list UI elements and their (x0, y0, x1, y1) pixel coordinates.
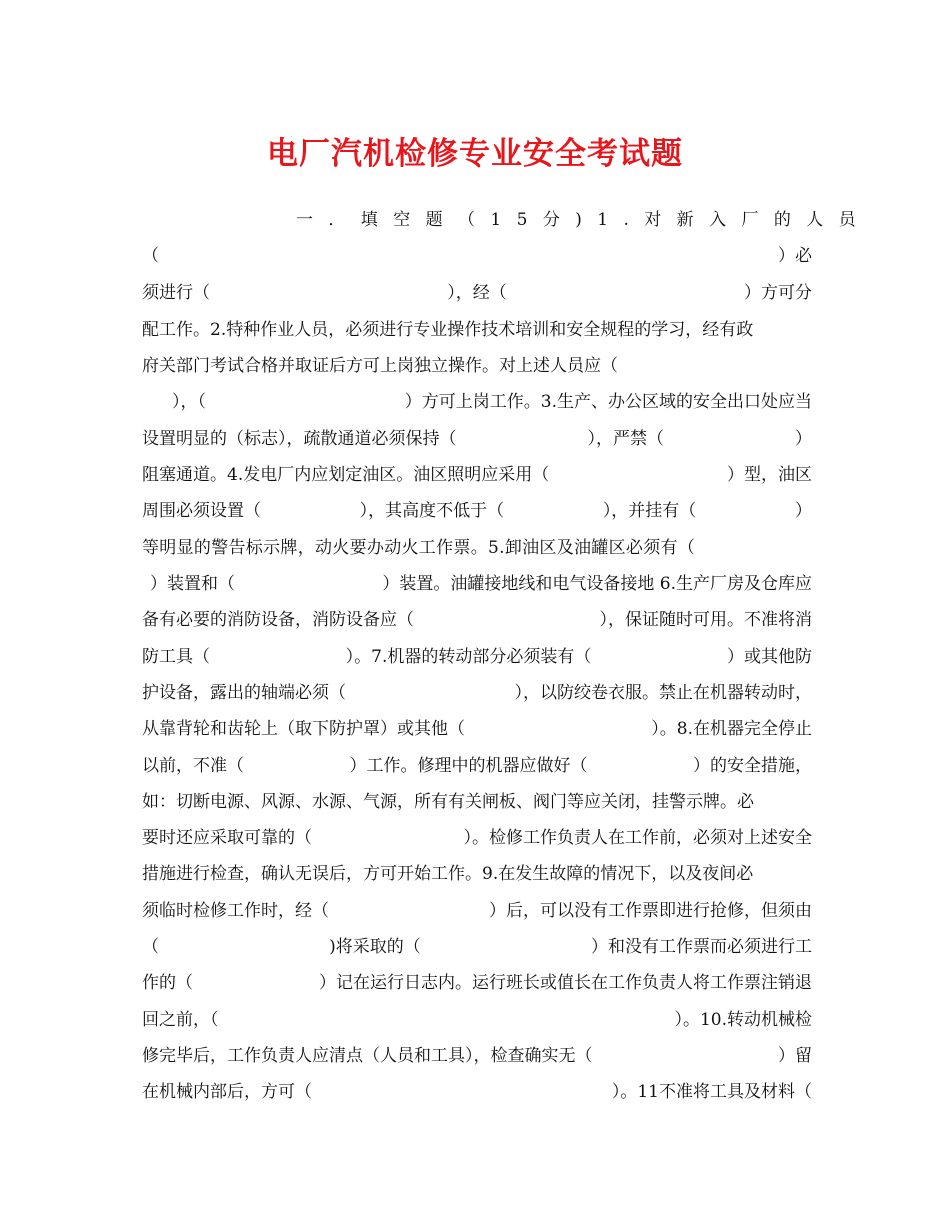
text-segment: 以前，不准（ (142, 756, 244, 776)
text-line (296, 208, 872, 232)
text-segment: （ (142, 937, 159, 957)
text-line (142, 536, 812, 560)
text-segment: 修完毕后，工作负责人应清点（人员和工具），检查确实无（ (142, 1046, 593, 1066)
text-segment: 护设备，露出的轴端必须（ (142, 683, 346, 703)
text-line (142, 645, 812, 669)
text-segment: ）留 (778, 1046, 812, 1066)
text-segment: （ (142, 246, 159, 266)
text-segment: ）后，可以没有工作票即进行抢修，但须由 (489, 901, 812, 921)
text-segment: )将采取的（ (329, 937, 421, 957)
text-segment: ）工作。修理中的机器应做好（ (349, 756, 588, 776)
text-segment: 作的（ (142, 973, 193, 993)
text-segment: 须临时检修工作时，经（ (142, 901, 329, 921)
text-line (142, 244, 812, 268)
text-segment: 回之前，（ (142, 1010, 219, 1030)
text-segment: 周围必须设置（ (142, 501, 261, 521)
text-segment: 措施进行检查，确认无误后，方可开始工作。9.在发生故障的情况下，以及夜间必 (142, 864, 754, 884)
text-segment: 须进行（ (142, 283, 210, 303)
text-segment: ），经（ (447, 283, 507, 303)
text-segment: 一．填空题（15分)1.对新入厂的人员 (296, 210, 872, 230)
text-segment: 阻塞通道。4.发电厂内应划定油区。油区照明应采用（ (142, 465, 550, 485)
text-segment: 如：切断电源、风源、水源、气源，所有有关闸板、阀门等应关闭，挂警示牌。必 (142, 792, 754, 812)
text-segment: ）。10.转动机械检 (674, 1010, 812, 1030)
text-line (142, 354, 812, 378)
text-line (142, 390, 812, 414)
text-line (142, 971, 812, 995)
text-segment: ）必 (778, 246, 812, 266)
text-line (142, 717, 812, 741)
text-segment: ）和没有工作票而必须进行工 (590, 937, 812, 957)
text-line (142, 790, 812, 814)
text-line (142, 281, 812, 305)
text-segment: ）方可分 (744, 283, 812, 303)
text-line (142, 935, 812, 959)
text-segment: ） (794, 501, 812, 521)
text-segment: 配工作。2.特种作业人员，必须进行专业操作技术培训和安全规程的学习，经有政 (142, 320, 754, 340)
text-line (142, 463, 812, 487)
text-segment: ）或其他防 (726, 647, 812, 667)
text-segment: ）装置和（ (150, 574, 235, 594)
text-segment: ）。检修工作负责人在工作前，必须对上述安全 (463, 828, 812, 848)
text-line (142, 608, 812, 632)
text-segment: 等明显的警告标示牌，动火要办动火工作票。5.卸油区及油罐区必须有（ (142, 538, 696, 558)
text-segment: ）记在运行日志内。运行班长或值长在工作负责人将工作票注销退 (319, 973, 812, 993)
text-segment: ） (795, 429, 812, 449)
text-line (142, 1044, 812, 1068)
text-segment: ），并挂有（ (602, 501, 697, 521)
text-segment: 从靠背轮和齿轮上（取下防护罩）或其他（ (142, 719, 465, 739)
text-line (142, 1008, 812, 1032)
text-line (142, 826, 812, 850)
text-line (142, 754, 812, 778)
text-line (142, 318, 812, 342)
text-segment: ），（ (172, 392, 206, 412)
text-segment: ），以防绞卷衣服。禁止在机器转动时， (514, 683, 812, 703)
text-segment: ）型，油区 (727, 465, 812, 485)
text-segment: ）。7.机器的转动部分必须装有（ (345, 647, 592, 667)
text-segment: ）。8.在机器完全停止 (651, 719, 812, 739)
text-line (142, 862, 812, 886)
text-line (142, 499, 812, 523)
text-segment: 设置明显的（标志），疏散通道必须保持（ (142, 429, 457, 449)
document-title: 电厂汽机检修专业安全考试题 (267, 136, 683, 172)
text-segment: 防工具（ (142, 647, 210, 667)
text-line (142, 899, 812, 923)
text-segment: ），其高度不低于（ (359, 501, 505, 521)
text-segment: 府关部门考试合格并取证后方可上岗独立操作。对上述人员应（ (142, 356, 618, 376)
text-segment: 要时还应采取可靠的（ (142, 828, 312, 848)
text-line (142, 1080, 812, 1104)
text-segment: ），严禁（ (587, 429, 664, 449)
text-segment: ）方可上岗工作。3.生产、办公区域的安全出口处应当 (404, 392, 812, 412)
text-segment: ）装置。油罐接地线和电气设备接地 6.生产厂房及仓库应 (382, 574, 812, 594)
text-segment: ），保证随时可用。不准将消 (599, 610, 812, 630)
text-line (142, 572, 812, 596)
text-segment: ）的安全措施， (693, 756, 812, 776)
text-segment: 备有必要的消防设备，消防设备应（ (142, 610, 414, 630)
text-segment: ）。11不准将工具及材料（ (611, 1082, 812, 1102)
text-line (142, 681, 812, 705)
text-segment: 在机械内部后，方可（ (142, 1082, 312, 1102)
text-line (142, 427, 812, 451)
